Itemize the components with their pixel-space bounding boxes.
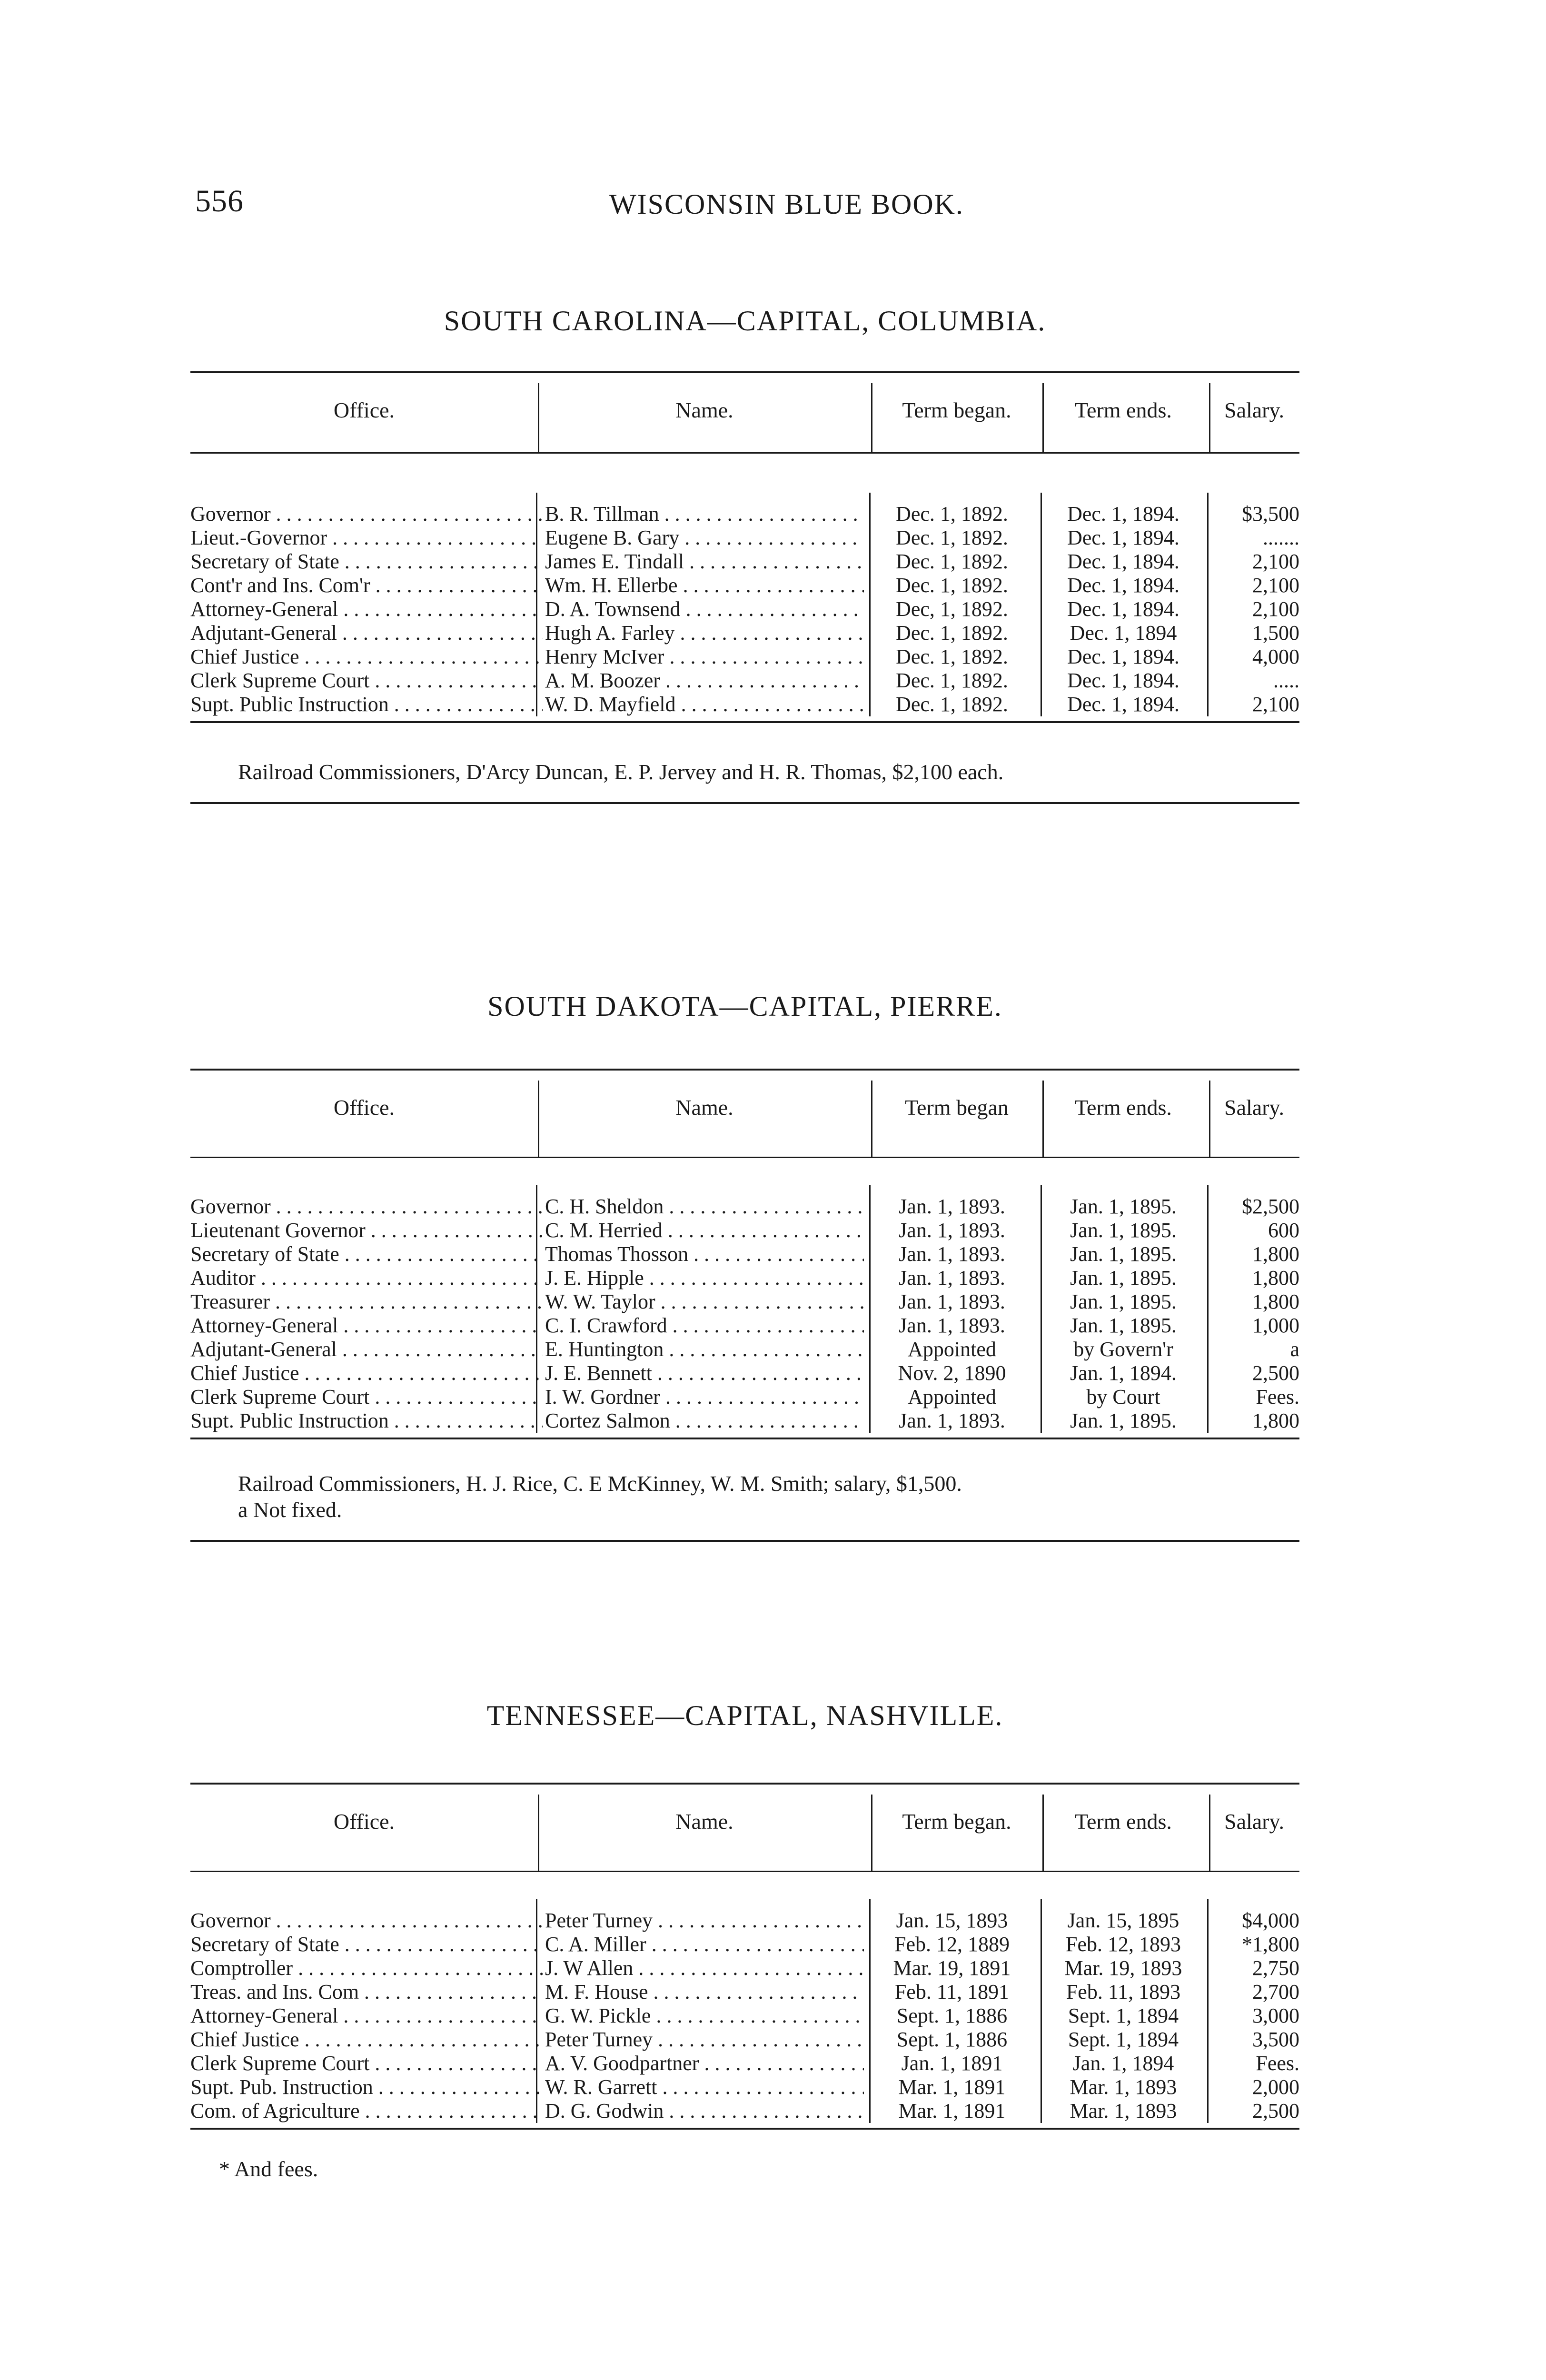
table-row <box>190 550 1299 574</box>
column-header-ends: Term ends. <box>1075 1809 1172 1834</box>
table-row <box>190 526 1299 550</box>
column-header-office: Office. <box>333 1095 395 1120</box>
cell-office: Attorney-General . . . <box>190 1314 543 1338</box>
cell-salary: 2,500 <box>1252 2099 1299 2122</box>
cell-ends: Dec. 1, 1894. <box>1067 502 1179 526</box>
cell-ends: Jan. 1, 1895. <box>1070 1266 1177 1289</box>
cell-name: C. I. Crawford . . . <box>545 1314 864 1338</box>
cell-name: Cortez Salmon . . . <box>545 1409 864 1433</box>
cell-salary: 2,700 <box>1252 1980 1299 2003</box>
cell-ends: by Court <box>1086 1385 1160 1408</box>
table-top-rule <box>190 1783 1299 1785</box>
table-row <box>190 1290 1299 1314</box>
cell-began: Appointed <box>908 1338 996 1361</box>
cell-salary: 1,000 <box>1252 1314 1299 1337</box>
cell-name: J. W Allen . . . <box>545 1956 864 1980</box>
column-header-ends: Term ends. <box>1075 398 1172 422</box>
section-end-rule <box>190 1540 1299 1542</box>
cell-began: Jan. 15, 1893 <box>896 1909 1008 1932</box>
cell-began: Nov. 2, 1890 <box>898 1361 1006 1385</box>
cell-began: Mar. 1, 1891 <box>898 2099 1006 2122</box>
cell-office: Attorney-General . . . <box>190 597 543 621</box>
table-row <box>190 1266 1299 1290</box>
page-number: 556 <box>195 184 244 218</box>
table-row <box>190 2052 1299 2075</box>
cell-ends: Feb. 11, 1893 <box>1066 1980 1181 2003</box>
cell-ends: by Govern'r <box>1073 1338 1173 1361</box>
table-row <box>190 1980 1299 2004</box>
cell-salary: 1,500 <box>1252 621 1299 645</box>
column-divider <box>871 383 872 452</box>
cell-salary: Fees. <box>1256 1385 1299 1408</box>
section-end-rule <box>190 802 1299 804</box>
table-row <box>190 1409 1299 1433</box>
section-title-south-carolina: SOUTH CAROLINA—CAPITAL, COLUMBIA. <box>444 305 1046 337</box>
cell-ends: Dec. 1, 1894. <box>1067 550 1179 573</box>
column-header-began: Term began. <box>902 1809 1011 1834</box>
cell-began: Jan. 1, 1893. <box>899 1195 1005 1218</box>
table-row <box>190 1361 1299 1385</box>
cell-salary: $4,000 <box>1242 1909 1299 1932</box>
cell-office: Treas. and Ins. Com . . . <box>190 1980 543 2004</box>
running-title: WISCONSIN BLUE BOOK. <box>609 188 964 220</box>
cell-salary: 2,100 <box>1252 574 1299 597</box>
cell-ends: Jan. 1, 1895. <box>1070 1290 1177 1313</box>
cell-salary: 3,500 <box>1252 2028 1299 2051</box>
cell-office: Chief Justice . . . <box>190 2028 543 2052</box>
cell-name: W. D. Mayfield . . . <box>545 693 864 716</box>
cell-began: Dec. 1, 1892. <box>896 693 1008 716</box>
header-bottom-rule <box>190 1157 1299 1158</box>
cell-name: M. F. House . . . <box>545 1980 864 2004</box>
cell-began: Sept. 1, 1886 <box>896 2004 1008 2027</box>
column-header-salary: Salary. <box>1224 1095 1285 1120</box>
table-row <box>190 2099 1299 2123</box>
cell-name: D. A. Townsend . . . <box>545 597 864 621</box>
cell-name: A. V. Goodpartner . . . <box>545 2052 864 2075</box>
cell-began: Dec. 1, 1892. <box>896 574 1008 597</box>
cell-salary: 2,100 <box>1252 597 1299 621</box>
cell-salary: 2,100 <box>1252 550 1299 573</box>
cell-office: Supt. Public Instruction . . . <box>190 1409 543 1433</box>
cell-office: Clerk Supreme Court . . . <box>190 669 543 693</box>
cell-salary: 2,750 <box>1252 1956 1299 1980</box>
table-top-rule <box>190 1069 1299 1071</box>
table-row <box>190 1385 1299 1409</box>
cell-office: Adjutant-General . . . <box>190 1338 543 1361</box>
cell-office: Secretary of State . . . <box>190 550 543 574</box>
cell-salary: *1,800 <box>1242 1933 1299 1956</box>
cell-began: Jan. 1, 1893. <box>899 1219 1005 1242</box>
cell-salary: 600 <box>1268 1219 1299 1242</box>
column-divider <box>1209 1081 1210 1157</box>
table-row <box>190 1909 1299 1933</box>
header-bottom-rule <box>190 1871 1299 1872</box>
header-bottom-rule <box>190 452 1299 454</box>
table-row <box>190 2075 1299 2099</box>
cell-salary: 2,100 <box>1252 693 1299 716</box>
cell-name: C. M. Herried . . . <box>545 1219 864 1242</box>
column-header-began: Term began. <box>902 398 1011 422</box>
cell-ends: Dec. 1, 1894. <box>1067 645 1179 668</box>
cell-began: Sept. 1, 1886 <box>896 2028 1008 2051</box>
table-bottom-rule <box>190 2128 1299 2130</box>
cell-name: J. E. Bennett . . . <box>545 1361 864 1385</box>
cell-ends: Dec. 1, 1894. <box>1067 597 1179 621</box>
cell-office: Secretary of State . . . <box>190 1242 543 1266</box>
cell-salary: $2,500 <box>1242 1195 1299 1218</box>
cell-name: W. R. Garrett . . . <box>545 2075 864 2099</box>
cell-ends: Jan. 1, 1894 <box>1072 2052 1174 2075</box>
cell-ends: Jan. 15, 1895 <box>1067 1909 1179 1932</box>
cell-salary: 4,000 <box>1252 645 1299 668</box>
cell-ends: Dec. 1, 1894. <box>1067 574 1179 597</box>
cell-office: Com. of Agriculture . . . <box>190 2099 543 2123</box>
table-row <box>190 1242 1299 1266</box>
cell-name: Eugene B. Gary . . . <box>545 526 864 550</box>
cell-salary: $3,500 <box>1242 502 1299 526</box>
cell-ends: Dec. 1, 1894 <box>1070 621 1177 645</box>
column-header-name: Name. <box>675 1095 733 1120</box>
table-row <box>190 669 1299 693</box>
cell-office: Lieut.-Governor . . . <box>190 526 543 550</box>
cell-office: Attorney-General . . . <box>190 2004 543 2028</box>
section-south-carolina <box>190 305 1299 828</box>
table-footnote: a Not fixed. <box>238 1497 342 1522</box>
cell-name: B. R. Tillman . . . <box>545 502 864 526</box>
cell-began: Jan. 1, 1891 <box>901 2052 1003 2075</box>
cell-salary: 1,800 <box>1252 1409 1299 1432</box>
cell-office: Lieutenant Governor . . . <box>190 1219 543 1242</box>
table-row <box>190 1956 1299 1980</box>
column-header-office: Office. <box>333 398 395 422</box>
cell-office: Auditor . . . <box>190 1266 543 1290</box>
cell-ends: Feb. 12, 1893 <box>1066 1933 1181 1956</box>
cell-ends: Jan. 1, 1895. <box>1070 1314 1177 1337</box>
table-row <box>190 621 1299 645</box>
cell-salary: 1,800 <box>1252 1242 1299 1266</box>
cell-salary: 1,800 <box>1252 1290 1299 1313</box>
cell-began: Appointed <box>908 1385 996 1408</box>
table-row <box>190 502 1299 526</box>
cell-name: E. Huntington . . . <box>545 1338 864 1361</box>
table-row <box>190 1338 1299 1361</box>
cell-office: Supt. Public Instruction . . . <box>190 693 543 716</box>
cell-began: Feb. 12, 1889 <box>894 1933 1010 1956</box>
cell-name: Thomas Thosson . . . <box>545 1242 864 1266</box>
cell-name: C. H. Sheldon . . . <box>545 1195 864 1219</box>
cell-name: Wm. H. Ellerbe . . . <box>545 574 864 597</box>
cell-office: Comptroller . . . <box>190 1956 543 1980</box>
cell-name: D. G. Godwin . . . <box>545 2099 864 2123</box>
cell-began: Mar. 1, 1891 <box>898 2075 1006 2099</box>
section-title-south-dakota: SOUTH DAKOTA—CAPITAL, PIERRE. <box>487 991 1002 1022</box>
cell-began: Feb. 11, 1891 <box>894 1980 1010 2003</box>
column-header-began: Term began <box>905 1095 1009 1120</box>
cell-began: Jan. 1, 1893. <box>899 1409 1005 1432</box>
column-divider <box>1042 1795 1044 1871</box>
table-bottom-rule <box>190 1438 1299 1439</box>
section-tennessee <box>190 1699 1299 2199</box>
cell-office: Governor . . . <box>190 502 543 526</box>
column-header-name: Name. <box>675 1809 733 1834</box>
cell-ends: Jan. 1, 1895. <box>1070 1219 1177 1242</box>
cell-office: Clerk Supreme Court . . . <box>190 1385 543 1409</box>
cell-ends: Jan. 1, 1895. <box>1070 1242 1177 1266</box>
column-divider <box>538 1081 539 1157</box>
cell-office: Clerk Supreme Court . . . <box>190 2052 543 2075</box>
column-divider <box>1209 1795 1210 1871</box>
table-row <box>190 1933 1299 1956</box>
column-header-ends: Term ends. <box>1075 1095 1172 1120</box>
cell-ends: Jan. 1, 1895. <box>1070 1195 1177 1218</box>
cell-name: I. W. Gordner . . . <box>545 1385 864 1409</box>
table-row <box>190 693 1299 716</box>
cell-office: Supt. Pub. Instruction . . . <box>190 2075 543 2099</box>
column-header-salary: Salary. <box>1224 398 1285 422</box>
running-head <box>195 183 1309 226</box>
table-footnote: * And fees. <box>219 2157 318 2181</box>
cell-name: J. E. Hipple . . . <box>545 1266 864 1290</box>
cell-name: James E. Tindall . . . <box>545 550 864 574</box>
cell-name: Peter Turney . . . <box>545 1909 864 1933</box>
cell-office: Chief Justice . . . <box>190 645 543 669</box>
cell-salary: 3,000 <box>1252 2004 1299 2027</box>
column-divider <box>1042 383 1044 452</box>
cell-office: Secretary of State . . . <box>190 1933 543 1956</box>
cell-salary: ....... <box>1263 526 1299 549</box>
column-header-salary: Salary. <box>1224 1809 1285 1834</box>
cell-name: C. A. Miller . . . <box>545 1933 864 1956</box>
table-bottom-rule <box>190 721 1299 723</box>
table-footnote: Railroad Commissioners, H. J. Rice, C. E McKinney, W. M. Smith; salary, $1,500. <box>238 1471 962 1496</box>
cell-began: Mar. 19, 1891 <box>893 1956 1011 1980</box>
table-row <box>190 2028 1299 2052</box>
cell-office: Treasurer . . . <box>190 1290 543 1314</box>
cell-began: Jan. 1, 1893. <box>899 1290 1005 1313</box>
column-divider <box>538 383 539 452</box>
cell-began: Jan. 1, 1893. <box>899 1266 1005 1289</box>
table-row <box>190 1314 1299 1338</box>
cell-ends: Dec. 1, 1894. <box>1067 526 1179 549</box>
cell-ends: Dec. 1, 1894. <box>1067 669 1179 692</box>
cell-ends: Jan. 1, 1895. <box>1070 1409 1177 1432</box>
cell-name: G. W. Pickle . . . <box>545 2004 864 2028</box>
cell-salary: a <box>1290 1338 1299 1361</box>
column-divider <box>871 1081 872 1157</box>
cell-name: Henry McIver . . . <box>545 645 864 669</box>
cell-began: Jan. 1, 1893. <box>899 1242 1005 1266</box>
cell-salary: ..... <box>1273 669 1299 692</box>
cell-name: W. W. Taylor . . . <box>545 1290 864 1314</box>
section-south-dakota <box>190 990 1299 1571</box>
table-row <box>190 2004 1299 2028</box>
table-row <box>190 1195 1299 1219</box>
cell-began: Dec. 1, 1892. <box>896 645 1008 668</box>
column-header-name: Name. <box>675 398 733 422</box>
cell-office: Cont'r and Ins. Com'r . . . <box>190 574 543 597</box>
column-header-office: Office. <box>333 1809 395 1834</box>
cell-name: Hugh A. Farley . . . <box>545 621 864 645</box>
table-row <box>190 645 1299 669</box>
cell-salary: 1,800 <box>1252 1266 1299 1289</box>
column-divider <box>538 1795 539 1871</box>
cell-office: Chief Justice . . . <box>190 1361 543 1385</box>
table-row <box>190 597 1299 621</box>
cell-salary: 2,500 <box>1252 1361 1299 1385</box>
cell-ends: Mar. 1, 1893 <box>1070 2099 1177 2122</box>
cell-office: Governor . . . <box>190 1909 543 1933</box>
cell-office: Adjutant-General . . . <box>190 621 543 645</box>
cell-office: Governor . . . <box>190 1195 543 1219</box>
cell-salary: 2,000 <box>1252 2075 1299 2099</box>
cell-began: Dec. 1, 1892. <box>896 550 1008 573</box>
cell-ends: Jan. 1, 1894. <box>1070 1361 1177 1385</box>
cell-ends: Sept. 1, 1894 <box>1068 2004 1179 2027</box>
cell-began: Dec. 1, 1892. <box>896 621 1008 645</box>
cell-began: Dec. 1, 1892. <box>896 669 1008 692</box>
column-divider <box>1209 383 1210 452</box>
table-row <box>190 574 1299 597</box>
cell-began: Jan. 1, 1893. <box>899 1314 1005 1337</box>
column-divider <box>871 1795 872 1871</box>
column-divider <box>1042 1081 1044 1157</box>
cell-ends: Sept. 1, 1894 <box>1068 2028 1179 2051</box>
cell-began: Dec. 1, 1892. <box>896 502 1008 526</box>
table-row <box>190 1219 1299 1242</box>
cell-ends: Dec. 1, 1894. <box>1067 693 1179 716</box>
cell-name: Peter Turney . . . <box>545 2028 864 2052</box>
table-footnote: Railroad Commissioners, D'Arcy Duncan, E. P. Jervey and H. R. Thomas, $2,100 each. <box>238 760 1004 784</box>
cell-name: A. M. Boozer . . . <box>545 669 864 693</box>
section-title-tennessee: TENNESSEE—CAPITAL, NASHVILLE. <box>486 1700 1003 1731</box>
cell-salary: Fees. <box>1256 2052 1299 2075</box>
table-top-rule <box>190 371 1299 373</box>
cell-began: Dec. 1, 1892. <box>896 526 1008 549</box>
cell-ends: Mar. 1, 1893 <box>1070 2075 1177 2099</box>
cell-ends: Mar. 19, 1893 <box>1064 1956 1182 1980</box>
cell-began: Dec, 1, 1892. <box>896 597 1008 621</box>
